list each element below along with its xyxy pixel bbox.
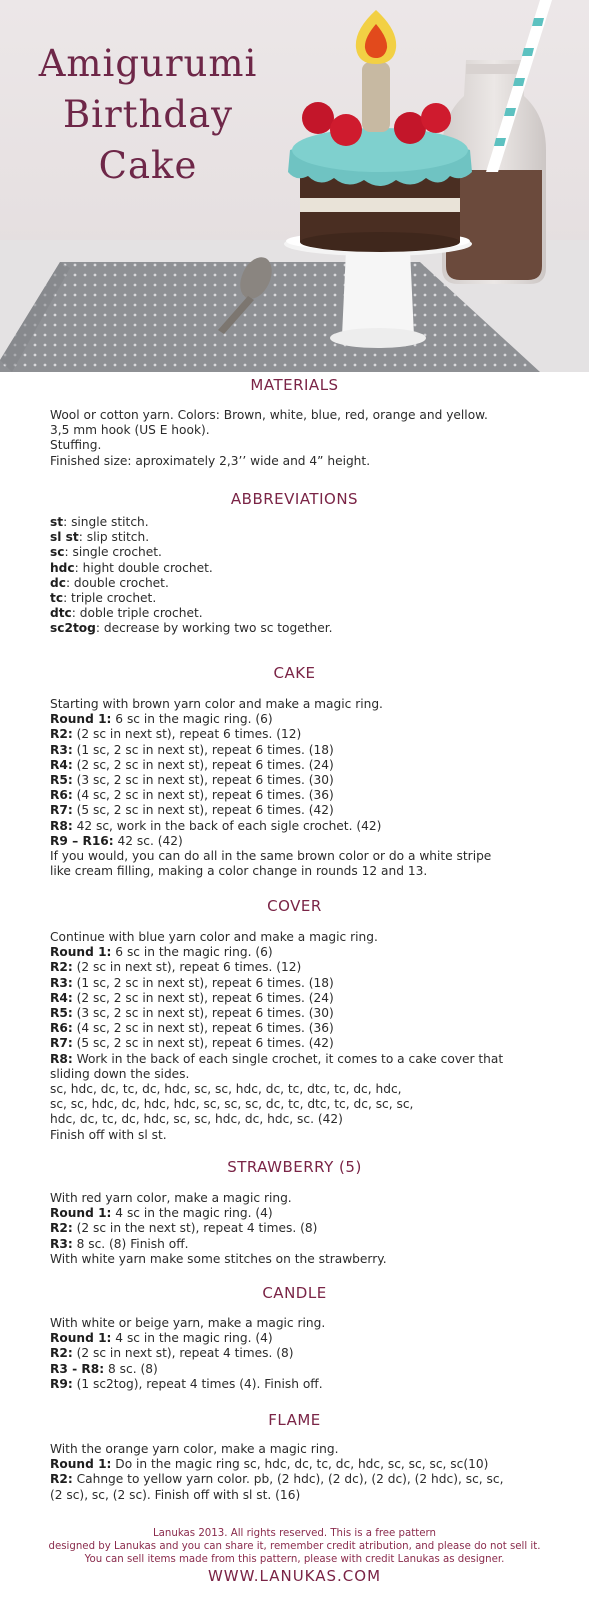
- strawberry-intro: With red yarn color, make a magic ring.: [50, 1191, 292, 1205]
- round-text: (2 sc in next st), repeat 4 times. (8): [72, 1346, 294, 1361]
- round-label: R3:: [50, 975, 73, 990]
- round-label: R9 – R16:: [50, 833, 114, 848]
- cover-line: Finish off with sl st.: [50, 1127, 167, 1142]
- round-label: R5:: [50, 773, 73, 788]
- round-label: R8:: [50, 818, 73, 833]
- abbreviation-term: sc: [50, 545, 65, 560]
- round-text: 4 sc in the magic ring. (4): [111, 1206, 273, 1221]
- round-label: R2:: [50, 1472, 73, 1487]
- cake-intro: Starting with brown yarn color and make a magic ring.: [50, 697, 383, 711]
- abbreviation-item: [50, 606, 570, 621]
- round-label: R5:: [50, 1006, 73, 1021]
- website-link[interactable]: WWW.LANUKAS.COM: [207, 1567, 382, 1585]
- footer-line: You can sell items made from this pattern, please with credit Lanukas as designer.: [84, 1554, 505, 1565]
- round-text: (2 sc in the next st), repeat 4 times. (8): [72, 1221, 318, 1236]
- candle-round: [50, 1377, 570, 1392]
- round-label: R4:: [50, 990, 73, 1005]
- round-text: (2 sc in next st), repeat 6 times. (12): [72, 727, 302, 742]
- cake-round: [50, 834, 570, 849]
- cover-round: [50, 1036, 570, 1051]
- abbreviation-def: : single crochet.: [64, 545, 162, 560]
- title-line-1: Amigurumi: [38, 42, 258, 85]
- footer-line: designed by Lanukas and you can share it, remember credit atribution, and please do not sell it.: [48, 1541, 541, 1552]
- round-label: R6:: [50, 788, 73, 803]
- cake-note: If you would, you can do all in the same brown color or do a white stripe: [50, 849, 492, 864]
- round-text: (2 sc in next st), repeat 6 times. (12): [72, 960, 302, 975]
- strawberry-outro: With white yarn make some stitches on the strawberry.: [50, 1251, 387, 1266]
- materials-line: 3,5 mm hook (US E hook).: [50, 423, 210, 438]
- flame-last-line: (2 sc), sc, (2 sc). Finish off with sl st. (16): [50, 1487, 301, 1502]
- abbreviation-def: : slip stitch.: [78, 530, 150, 545]
- flame-round: [50, 1457, 570, 1472]
- candle-instructions: [50, 1316, 570, 1392]
- abbreviation-term: sc2tog: [50, 621, 96, 636]
- round-label: R9:: [50, 1376, 73, 1391]
- round-text: Do in the magic ring sc, hdc, dc, tc, dc, hdc, sc, sc, sc, sc(10): [111, 1457, 489, 1472]
- abbreviation-def: : decrease by working two sc together.: [95, 621, 333, 636]
- strawberry-round: [50, 1221, 570, 1236]
- cover-round: [50, 1006, 570, 1021]
- round-text: Work in the back of each single crochet, it comes to a cake cover that: [72, 1051, 504, 1066]
- abbreviation-item: [50, 621, 570, 636]
- abbreviation-item: [50, 561, 570, 576]
- round-label: Round 1:: [50, 1331, 112, 1346]
- cover-round: [50, 945, 570, 960]
- round-label: R3:: [50, 742, 73, 757]
- abbreviation-term: dc: [50, 575, 66, 590]
- cover-line: hdc, dc, tc, dc, hdc, sc, sc, hdc, dc, hdc, sc. (42): [50, 1112, 343, 1127]
- candle-round: [50, 1331, 570, 1346]
- cover-round: [50, 991, 570, 1006]
- cover-instructions: [50, 930, 570, 1143]
- flame-heading: FLAME: [268, 1411, 321, 1429]
- page-title: [28, 38, 268, 191]
- abbreviation-def: : single stitch.: [63, 515, 149, 529]
- abbreviation-item: [50, 515, 570, 530]
- cake-round: [50, 727, 570, 742]
- materials-list: [50, 408, 570, 469]
- strawberry-round: [50, 1237, 570, 1252]
- abbreviation-term: tc: [50, 591, 64, 606]
- round-text: 42 sc. (42): [113, 833, 183, 848]
- abbreviation-item: [50, 591, 570, 606]
- footer-line: Lanukas 2013. All rights reserved. This is a free pattern: [152, 1528, 436, 1539]
- round-label: R3 - R8:: [50, 1361, 105, 1376]
- abbreviation-term: hdc: [50, 560, 75, 575]
- round-text: (3 sc, 2 sc in next st), repeat 6 times. (30): [72, 1006, 334, 1021]
- abbreviation-item: [50, 530, 570, 545]
- abbreviations-heading: ABBREVIATIONS: [230, 490, 359, 508]
- cake-heading: CAKE: [273, 664, 316, 682]
- round-label: R2:: [50, 1346, 73, 1361]
- abbreviation-term: st: [50, 515, 64, 529]
- abbreviation-term: sl st: [50, 530, 79, 545]
- cake-round: [50, 788, 570, 803]
- cake-round: [50, 773, 570, 788]
- title-line-3: Cake: [98, 144, 198, 187]
- round-text: (4 sc, 2 sc in next st), repeat 6 times. (36): [72, 788, 334, 803]
- abbreviation-item: [50, 576, 570, 591]
- cover-round: [50, 960, 570, 975]
- cover-line: sc, hdc, dc, tc, dc, hdc, sc, sc, hdc, dc, tc, dtc, tc, dc, hdc,: [50, 1082, 402, 1097]
- candle-round: [50, 1362, 570, 1377]
- abbreviation-term: dtc: [50, 606, 72, 621]
- round-text: (2 sc, 2 sc in next st), repeat 6 times. (24): [72, 757, 334, 772]
- materials-line: Finished size: aproximately 2,3’’ wide and 4” height.: [50, 453, 371, 468]
- round-label: R2:: [50, 960, 73, 975]
- round-text: (1 sc, 2 sc in next st), repeat 6 times. (18): [72, 742, 334, 757]
- hero-photo: [0, 0, 589, 372]
- materials-line: Stuffing.: [50, 438, 102, 453]
- round-text: (3 sc, 2 sc in next st), repeat 6 times. (30): [72, 773, 334, 788]
- round-text: 42 sc, work in the back of each sigle crochet. (42): [72, 818, 382, 833]
- cover-round: [50, 1052, 570, 1067]
- copyright-notice: [0, 1527, 589, 1566]
- strawberry-round: [50, 1206, 570, 1221]
- flame-round: [50, 1472, 570, 1487]
- strawberry-instructions: [50, 1191, 570, 1267]
- candle-round: [50, 1346, 570, 1361]
- round-label: R2:: [50, 727, 73, 742]
- round-label: Round 1:: [50, 1206, 112, 1221]
- round-label: R4:: [50, 757, 73, 772]
- round-label: R6:: [50, 1021, 73, 1036]
- round-label: Round 1:: [50, 945, 112, 960]
- round-text: 6 sc in the magic ring. (6): [111, 945, 273, 960]
- abbreviation-def: : hight double crochet.: [74, 560, 213, 575]
- flame-instructions: [50, 1442, 570, 1503]
- round-label: R7:: [50, 1036, 73, 1051]
- round-label: Round 1:: [50, 1457, 112, 1472]
- round-text: Cahnge to yellow yarn color. pb, (2 hdc), (2 dc), (2 dc), (2 hdc), sc, sc,: [72, 1472, 504, 1487]
- cake-round: [50, 819, 570, 834]
- round-text: 6 sc in the magic ring. (6): [111, 712, 273, 727]
- cover-intro: Continue with blue yarn color and make a magic ring.: [50, 930, 378, 944]
- round-text: (1 sc2tog), repeat 4 times (4). Finish off.: [72, 1376, 323, 1391]
- round-text: (4 sc, 2 sc in next st), repeat 6 times. (36): [72, 1021, 334, 1036]
- cover-round: [50, 1021, 570, 1036]
- candle-heading: CANDLE: [262, 1284, 327, 1302]
- strawberry-heading: STRAWBERRY (5): [227, 1158, 362, 1176]
- round-text: 8 sc. (8): [104, 1361, 158, 1376]
- round-text: (5 sc, 2 sc in next st), repeat 6 times. (42): [72, 803, 334, 818]
- cake-round: [50, 803, 570, 818]
- materials-line: Wool or cotton yarn. Colors: Brown, white, blue, red, orange and yellow.: [50, 408, 488, 422]
- round-text: 8 sc. (8) Finish off.: [72, 1236, 189, 1251]
- abbreviations-list: [50, 515, 570, 637]
- title-line-2: Birthday: [62, 93, 234, 136]
- abbreviation-def: : triple crochet.: [63, 591, 157, 606]
- abbreviation-def: : double crochet.: [65, 575, 169, 590]
- round-label: R8:: [50, 1051, 73, 1066]
- round-label: R7:: [50, 803, 73, 818]
- cake-round: [50, 712, 570, 727]
- round-text: (1 sc, 2 sc in next st), repeat 6 times. (18): [72, 975, 334, 990]
- flame-intro: With the orange yarn color, make a magic ring.: [50, 1442, 339, 1456]
- materials-heading: MATERIALS: [250, 376, 339, 394]
- round-text: (5 sc, 2 sc in next st), repeat 6 times. (42): [72, 1036, 334, 1051]
- cover-line: sliding down the sides.: [50, 1066, 190, 1081]
- cover-line: sc, sc, hdc, dc, hdc, hdc, sc, sc, sc, dc, tc, dtc, tc, dc, sc, sc,: [50, 1097, 414, 1112]
- round-label: R3:: [50, 1236, 73, 1251]
- abbreviation-item: [50, 545, 570, 560]
- round-text: 4 sc in the magic ring. (4): [111, 1331, 273, 1346]
- cake-note: like cream filling, making a color change in rounds 12 and 13.: [50, 864, 428, 879]
- abbreviation-def: : doble triple crochet.: [71, 606, 203, 621]
- round-label: R2:: [50, 1221, 73, 1236]
- cake-round: [50, 758, 570, 773]
- cover-heading: COVER: [267, 897, 322, 915]
- candle-intro: With white or beige yarn, make a magic ring.: [50, 1316, 326, 1330]
- round-label: Round 1:: [50, 712, 112, 727]
- cover-round: [50, 976, 570, 991]
- cake-instructions: [50, 697, 570, 879]
- cake-round: [50, 743, 570, 758]
- round-text: (2 sc, 2 sc in next st), repeat 6 times. (24): [72, 990, 334, 1005]
